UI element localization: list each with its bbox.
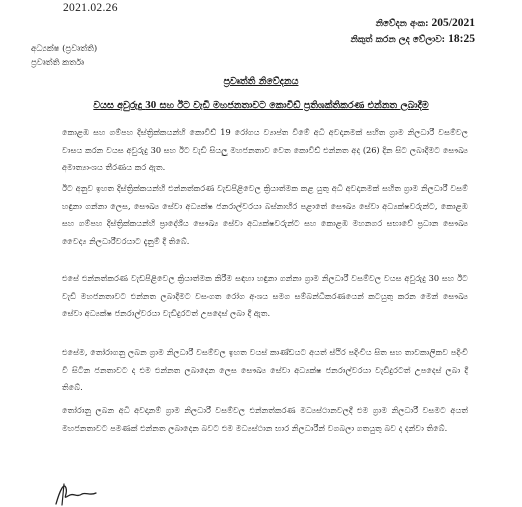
release-date: 2021.02.26 [63, 2, 118, 14]
paragraph-5: තෝරානු ලබන අධි අවදානම් ග්‍රාම නිලධාරී වසම්වල එන්නත්කරණ මධ්‍යස්ථානවලදී එම ග්‍රාම නිලධාරී වසමට අයත් මහජනතාවට පමණක් එන්නත ලබාදෙන බවට එම මධ්‍යස්ථාන භාර නිලධාරීන් වගබලා ගතයුතු බව ද දන්වා තිබේ. [62, 405, 468, 433]
paragraph-3: එසේ එන්නත්කරණ වැඩපිළිවෙල ක්‍රියාත්මක කිරීම සඳහා හඳුනා ගන්නා ග්‍රාම නිලධාරී වසම්වල වයස අවුරුදු 30 සහ ඊට වැඩි මහජනතාවට එන්නත ලබාදීමට වසංගත රෝග අංශය සමග සම්බන්ධීකරණයෙන් කටයුතු කරන මෙන් සෞඛ්‍ය සේවා අධ්‍යක්ෂ ජනරාල්වරයා වැඩිදුරටත් උපදෙස් ලබා දී ඇත. [62, 273, 468, 318]
paragraph-1: කොළඹ සහ ගම්පහ දිස්ත්‍රික්කයන්හි කොවිඩ් 19 රෝගය ව්‍යාප්ත වීමේ අධි අවදානමක් සහිත ග්‍රාම නිලධාරී වසම්වල වාසය කරන වයස අවුරුදු 30 සහ ඊට වැඩි සියලු මහජනතාව වෙත කොවිඩ් එන්නත අද (26) දින සිට ලබාදීමට සෞඛ්‍ය අමාත්‍යාංශය තීරණය කර ඇත. [62, 127, 468, 172]
addressee-director-news: අධ්‍යක්ෂ (ප්‍රවෘත්ති) [31, 44, 98, 54]
document-heading: ප්‍රවෘත්ති නිවේදනය [223, 76, 299, 87]
subject-suffix: සහ ඊට වැඩි මහජනතාවට කොවිඩ් ප්‍රතිශක්තිකරණ එන්නත ලබාදීම [159, 100, 429, 111]
addressee-news-editor: ප්‍රවෘත්ති කර්තෘ [31, 58, 84, 68]
release-number-label: නිවේදන අංක: [375, 19, 429, 29]
release-time: 18:25 [448, 33, 475, 45]
paragraph-2: ඊට අනුව ඉහත දිස්ත්‍රික්කයන්හි එන්නත්කරණ වැඩපිළිවෙල ක්‍රියාත්මක කළ යුතු අධි අවදානමක් සහිත ග්‍රාම නිලධාරී වසම් හඳුනා ගන්නා ලෙස, සෞඛ්‍ය සේවා අධ්‍යක්ෂ ජනරාල්වරයා බස්නාහිර පළාතේ සෞඛ්‍ය සේවා අධ්‍යක්ෂවරුන්ට, කොළඹ සහ ගම්පහ දිස්ත්‍රික්කයන්හි ප්‍රාදේශීය සෞඛ්‍ය සේවා අධ්‍යක්ෂවරුන්ට සහ කොළඹ මහනගර සභාවේ ප්‍රධාන සෞඛ්‍ය වෛද්‍ය නිලධාරීවරයාට දැනුම් දී තිබේ. [62, 183, 468, 246]
document-subject [0, 99, 522, 111]
subject-prefix: වයස අවුරුදු [93, 100, 142, 111]
paragraph-4: එසේම, තෝරාගනු ලබන ග්‍රාම නිලධාරී වසම්වල ඉහත වයස් කාණ්ඩයට අයත් ස්ථිර පදිංචිය සිත සහ තාවකාලිකව පදිංචි වී සිටින ජනතාවට ද එම එන්නත ලබාදෙන ලෙස සෞඛ්‍ය සේවා අධ්‍යක්ෂ ජනරාල්වරයා වැඩිදුරටත් උපදෙස් ලබා දී තිබේ. [62, 347, 468, 392]
release-number-line [376, 17, 475, 29]
release-time-line [351, 33, 475, 45]
release-number: 205/2021 [431, 17, 475, 29]
release-time-label: නිකුත් කරන ලද වේලාව: [350, 35, 446, 45]
handwritten-signature [50, 478, 130, 507]
subject-age-number: 30 [145, 99, 157, 111]
